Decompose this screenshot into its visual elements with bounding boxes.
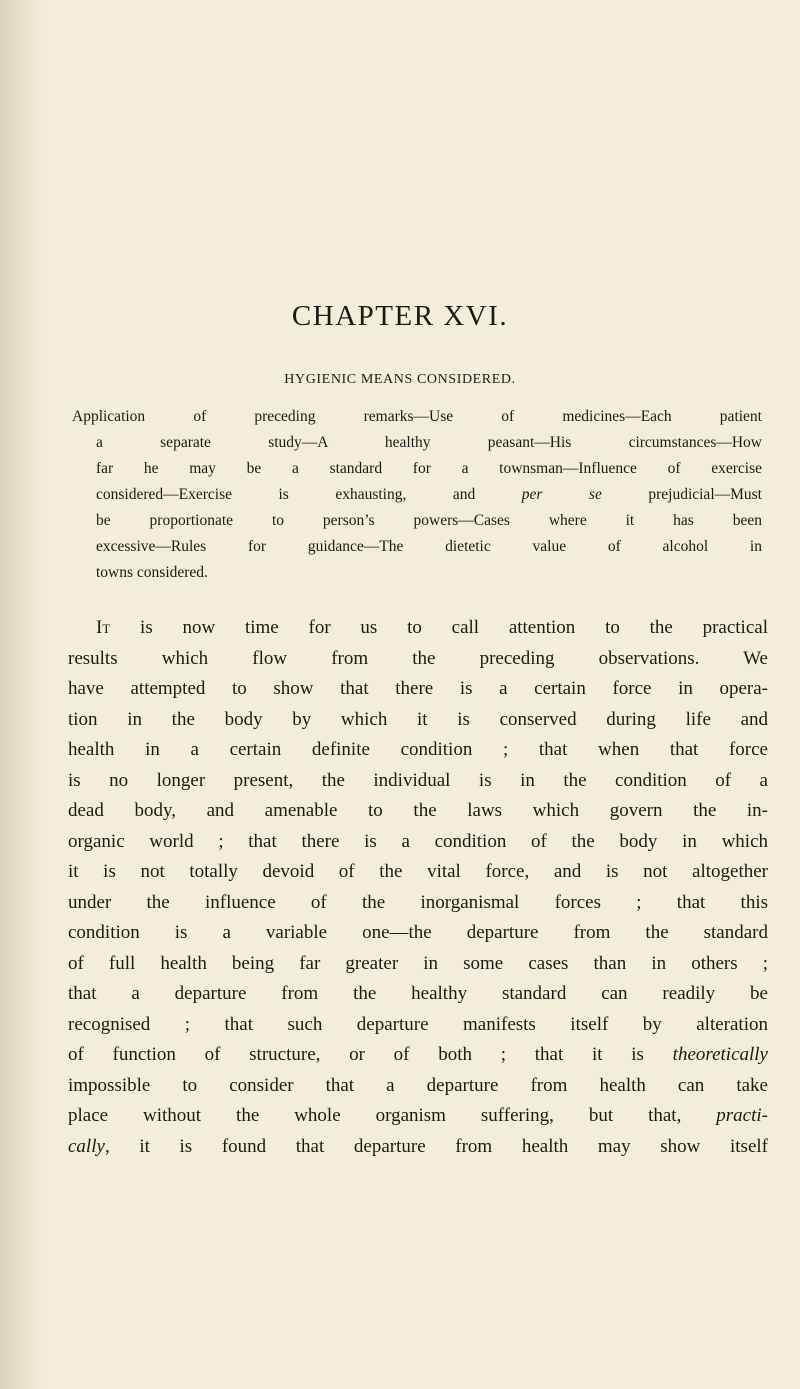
chapter-subtitle: HYGIENIC MEANS CONSIDERED. [284,372,516,387]
synopsis-line: far he may be a standard for a townsman—Influence of exercise [96,460,762,477]
body-line: it is not totally devoid of the vital force, and is not altogether [68,861,768,882]
body-line [68,1040,768,1071]
body-text: is now time for us to call attention to the practical [110,617,768,638]
synopsis-line: excessive—Rules for guidance—The dietetic value of alcohol in [96,538,762,555]
body-line: organic world ; that there is a condition of the body in which [68,830,768,852]
body-line: under the influence of the inorganismal forces ; that this [68,891,768,913]
body-line: health in a certain definite condition ; that when that force [68,739,768,760]
body-italic-text: theoretically [672,1044,768,1065]
synopsis-line [72,482,762,508]
body-line: impossible to consider that a departure from health can take [68,1074,768,1096]
body-text: place without the whole organism suffering, but that, [68,1105,717,1126]
body-italic-text: cally [68,1135,105,1157]
body-line [68,613,768,644]
body-line [68,1101,768,1132]
synopsis-text: considered—Exercise is exhausting, and [96,486,522,503]
body-text: , it is found that departure from health may show itself [104,1135,768,1157]
body-line: tion in the body by which it is conserved during life and [68,708,768,730]
synopsis-text: prejudicial—Must [601,486,762,503]
body-italic-text: practi- [716,1105,768,1126]
body-line: that a departure from the healthy standard can readily be [68,983,768,1004]
body-line: condition is a variable one—the departure from the standard [68,922,768,943]
body-paragraph [68,613,768,1162]
body-line: is no longer present, the individual is in the condition of a [68,769,768,791]
body-line: of full health being far greater in some cases than in others ; [68,952,768,974]
chapter-heading: CHAPTER XVI. [291,300,509,332]
synopsis-line: be proportionate to person’s powers—Cases where it has been [96,512,762,529]
body-initial-word: It [96,617,111,638]
body-text: of function of structure, or of both ; that it is [68,1044,673,1065]
body-line: results which flow from the preceding observations. We [68,647,768,669]
chapter-synopsis [72,404,762,586]
synopsis-line: Application of preceding remarks—Use of medicines—Each patient [72,408,762,425]
body-line: recognised ; that such departure manifests itself by alteration [68,1013,768,1035]
body-line: dead body, and amenable to the laws which govern the in- [68,800,768,821]
synopsis-italic-text: per se [521,486,602,503]
body-line [68,1132,768,1163]
page-gutter-shadow [0,0,44,1389]
synopsis-line: towns considered. [96,564,208,581]
synopsis-line: a separate study—A healthy peasant—His circumstances—How [96,434,762,451]
body-line: have attempted to show that there is a certain force in opera- [68,678,768,699]
